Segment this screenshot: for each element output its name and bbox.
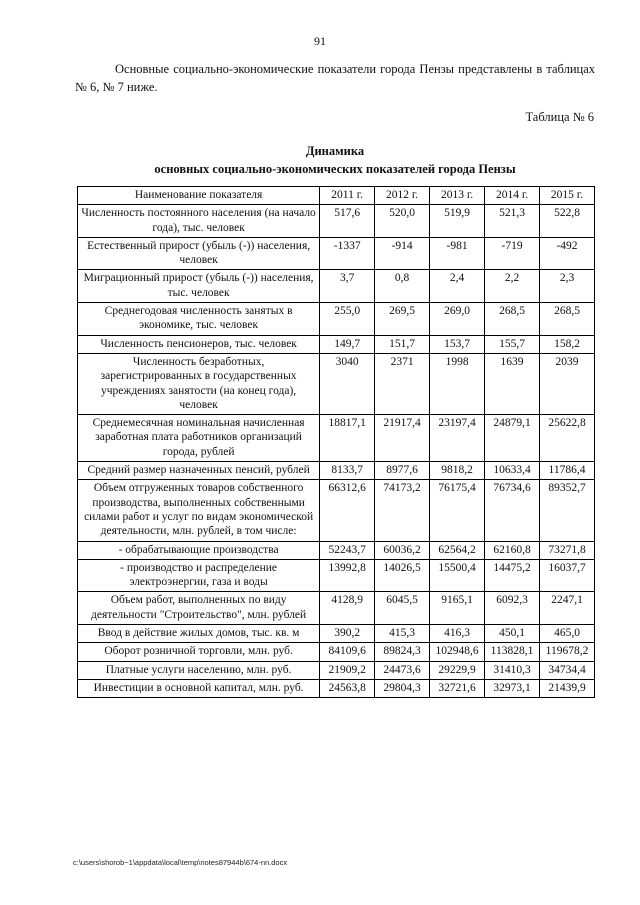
table-row <box>78 679 595 697</box>
header-year-2014: 2014 г. <box>485 187 540 205</box>
value-cell: 62564,2 <box>430 541 485 559</box>
table-row <box>78 237 595 270</box>
value-cell: 34734,4 <box>540 661 595 679</box>
value-cell: 390,2 <box>320 625 375 643</box>
table-header-row <box>78 187 595 205</box>
footer-file-path: c:\users\shorob~1\appdata\local\temp\notes87944b\674-nn.docx <box>73 858 288 867</box>
indicator-name-cell: Ввод в действие жилых домов, тыс. кв. м <box>78 625 320 643</box>
value-cell: 9818,2 <box>430 462 485 480</box>
indicator-name-cell: Среднемесячная номинальная начисленная заработная плата работников организаций города, рублей <box>78 415 320 462</box>
value-cell: 6045,5 <box>375 592 430 625</box>
value-cell: -492 <box>540 237 595 270</box>
table-label: Таблица № 6 <box>525 110 594 124</box>
value-cell: 3,7 <box>320 270 375 303</box>
value-cell: 89352,7 <box>540 480 595 541</box>
table-row <box>78 559 595 592</box>
indicator-name-cell: Численность постоянного населения (на начало года), тыс. человек <box>78 205 320 238</box>
value-cell: 517,6 <box>320 205 375 238</box>
table-row <box>78 592 595 625</box>
value-cell: 9165,1 <box>430 592 485 625</box>
value-cell: 74173,2 <box>375 480 430 541</box>
value-cell: 415,3 <box>375 625 430 643</box>
header-year-2015: 2015 г. <box>540 187 595 205</box>
value-cell: 15500,4 <box>430 559 485 592</box>
value-cell: 25622,8 <box>540 415 595 462</box>
value-cell: 32973,1 <box>485 679 540 697</box>
value-cell: 521,3 <box>485 205 540 238</box>
table-row <box>78 205 595 238</box>
value-cell: 8133,7 <box>320 462 375 480</box>
header-indicator-name: Наименование показателя <box>78 187 320 205</box>
table-row <box>78 462 595 480</box>
table-row <box>78 303 595 336</box>
value-cell: 11786,4 <box>540 462 595 480</box>
indicator-name-cell: Платные услуги населению, млн. руб. <box>78 661 320 679</box>
value-cell: 0,8 <box>375 270 430 303</box>
value-cell: 21909,2 <box>320 661 375 679</box>
value-cell: 2247,1 <box>540 592 595 625</box>
value-cell: 416,3 <box>430 625 485 643</box>
value-cell: 32721,6 <box>430 679 485 697</box>
value-cell: 29229,9 <box>430 661 485 679</box>
value-cell: 149,7 <box>320 335 375 353</box>
table-row <box>78 353 595 414</box>
value-cell: 21439,9 <box>540 679 595 697</box>
indicator-name-cell: Объем отгруженных товаров собственного производства, выполненных собственными силами работ и услуг по видам экономической деятельности, млн. рублей, в том числе: <box>78 480 320 541</box>
table-title <box>75 142 595 178</box>
table-row <box>78 643 595 661</box>
value-cell: 3040 <box>320 353 375 414</box>
value-cell: 6092,3 <box>485 592 540 625</box>
value-cell: -981 <box>430 237 485 270</box>
table-title-line-2: основных социально-экономических показателей города Пензы <box>154 162 516 176</box>
value-cell: -1337 <box>320 237 375 270</box>
value-cell: 1639 <box>485 353 540 414</box>
indicator-name-cell: Объем работ, выполненных по виду деятельности "Строительство", млн. рублей <box>78 592 320 625</box>
value-cell: 10633,4 <box>485 462 540 480</box>
value-cell: 62160,8 <box>485 541 540 559</box>
value-cell: 76734,6 <box>485 480 540 541</box>
value-cell: 151,7 <box>375 335 430 353</box>
value-cell: 16037,7 <box>540 559 595 592</box>
value-cell: 66312,6 <box>320 480 375 541</box>
value-cell: 73271,8 <box>540 541 595 559</box>
indicator-name-cell: Естественный прирост (убыль (-)) населения, человек <box>78 237 320 270</box>
indicator-name-cell: Численность безработных, зарегистрированных в государственных учреждениях занятости (на конец года), человек <box>78 353 320 414</box>
value-cell: 2039 <box>540 353 595 414</box>
table-row <box>78 480 595 541</box>
value-cell: 153,7 <box>430 335 485 353</box>
value-cell: 24473,6 <box>375 661 430 679</box>
value-cell: 52243,7 <box>320 541 375 559</box>
intro-paragraph: Основные социально-экономические показатели города Пензы представлены в таблицах № 6, № 7 ниже. <box>75 62 595 94</box>
value-cell: 2,2 <box>485 270 540 303</box>
value-cell: 522,8 <box>540 205 595 238</box>
header-year-2012: 2012 г. <box>375 187 430 205</box>
value-cell: 519,9 <box>430 205 485 238</box>
value-cell: 60036,2 <box>375 541 430 559</box>
table-row <box>78 541 595 559</box>
indicator-name-cell: Среднегодовая численность занятых в экономике, тыс. человек <box>78 303 320 336</box>
header-year-2011: 2011 г. <box>320 187 375 205</box>
value-cell: 158,2 <box>540 335 595 353</box>
value-cell: 29804,3 <box>375 679 430 697</box>
value-cell: 76175,4 <box>430 480 485 541</box>
value-cell: 2371 <box>375 353 430 414</box>
value-cell: 2,3 <box>540 270 595 303</box>
value-cell: 89824,3 <box>375 643 430 661</box>
value-cell: 14026,5 <box>375 559 430 592</box>
header-year-2013: 2013 г. <box>430 187 485 205</box>
indicator-name-cell: Инвестиции в основной капитал, млн. руб. <box>78 679 320 697</box>
value-cell: 1998 <box>430 353 485 414</box>
table-row <box>78 661 595 679</box>
value-cell: 24879,1 <box>485 415 540 462</box>
value-cell: 84109,6 <box>320 643 375 661</box>
table-body <box>78 205 595 698</box>
value-cell: 24563,8 <box>320 679 375 697</box>
value-cell: 268,5 <box>540 303 595 336</box>
value-cell: 13992,8 <box>320 559 375 592</box>
indicator-name-cell: Оборот розничной торговли, млн. руб. <box>78 643 320 661</box>
value-cell: 31410,3 <box>485 661 540 679</box>
value-cell: -719 <box>485 237 540 270</box>
value-cell: 269,5 <box>375 303 430 336</box>
value-cell: 155,7 <box>485 335 540 353</box>
table-row <box>78 335 595 353</box>
value-cell: 14475,2 <box>485 559 540 592</box>
value-cell: 450,1 <box>485 625 540 643</box>
value-cell: 269,0 <box>430 303 485 336</box>
value-cell: 520,0 <box>375 205 430 238</box>
table-row <box>78 625 595 643</box>
value-cell: 465,0 <box>540 625 595 643</box>
value-cell: 102948,6 <box>430 643 485 661</box>
value-cell: 255,0 <box>320 303 375 336</box>
value-cell: 8977,6 <box>375 462 430 480</box>
indicators-table <box>77 186 595 698</box>
indicator-name-cell: Миграционный прирост (убыль (-)) населения, тыс. человек <box>78 270 320 303</box>
value-cell: 113828,1 <box>485 643 540 661</box>
indicator-name-cell: - обрабатывающие производства <box>78 541 320 559</box>
indicator-name-cell: Средний размер назначенных пенсий, рублей <box>78 462 320 480</box>
indicator-name-cell: Численность пенсионеров, тыс. человек <box>78 335 320 353</box>
value-cell: 23197,4 <box>430 415 485 462</box>
value-cell: -914 <box>375 237 430 270</box>
table-row <box>78 270 595 303</box>
table-title-line-1: Динамика <box>305 144 365 158</box>
value-cell: 2,4 <box>430 270 485 303</box>
table-row <box>78 415 595 462</box>
indicator-name-cell: - производство и распределение электроэнергии, газа и воды <box>78 559 320 592</box>
page-number: 91 <box>314 34 326 48</box>
value-cell: 21917,4 <box>375 415 430 462</box>
value-cell: 18817,1 <box>320 415 375 462</box>
value-cell: 4128,9 <box>320 592 375 625</box>
value-cell: 119678,2 <box>540 643 595 661</box>
value-cell: 268,5 <box>485 303 540 336</box>
